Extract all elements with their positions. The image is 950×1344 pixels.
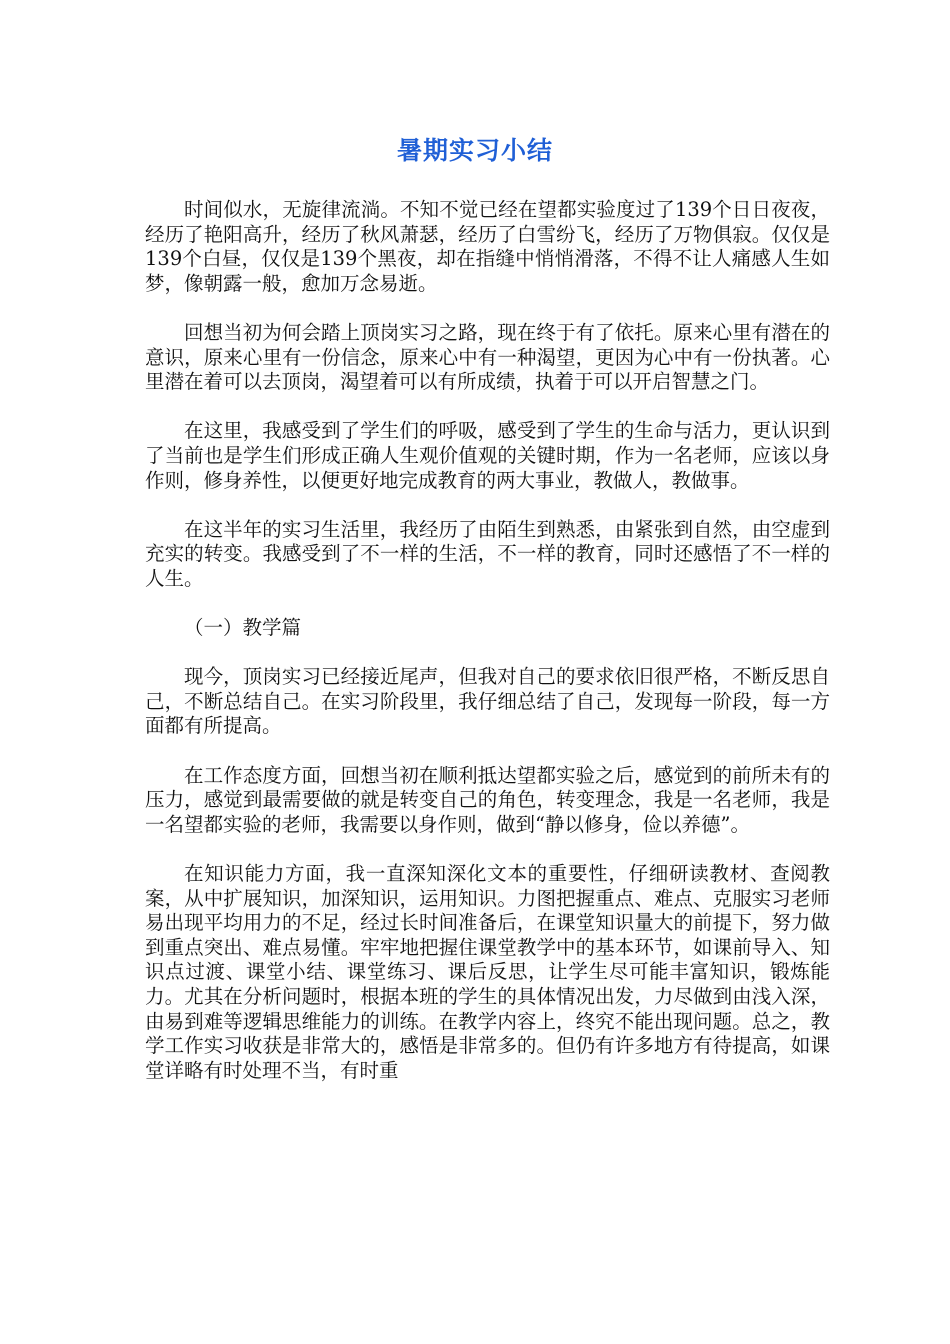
section-heading-teaching: （一）教学篇 [184, 616, 302, 640]
paragraph-reflection: 现今，顶岗实习已经接近尾声，但我对自己的要求依旧很严格，不断反思自己，不断总结自己。在实习阶段里，我仔细总结了自己，发现每一阶段，每一方面都有所提高。 [145, 665, 830, 738]
paragraph-transformation: 在这半年的实习生活里，我经历了由陌生到熟悉，由紧张到自然，由空虚到充实的转变。我感受到了不一样的生活，不一样的教育，同时还感悟了不一样的人生。 [145, 517, 830, 590]
paragraph-feelings: 在这里，我感受到了学生们的呼吸，感受到了学生的生命与活力，更认识到了当前也是学生们形成正确人生观价值观的关键时期，作为一名老师，应该以身作则，修身养性，以便更好地完成教育的两大事业，教做人，教做事。 [145, 419, 830, 492]
paragraph-motivation: 回想当初为何会踏上顶岗实习之路，现在终于有了依托。原来心里有潜在的意识，原来心里有一份信念，原来心中有一种渴望，更因为心中有一份执著。心里潜在着可以去顶岗，渴望着可以有所成绩，执着于可以开启智慧之门。 [145, 320, 830, 394]
paragraph-work-attitude: 在工作态度方面，回想当初在顺利抵达望都实验之后，感觉到的前所未有的压力，感觉到最需要做的就是转变自己的角色，转变理念，我是一名老师，我是一名望都实验的老师，我需要以身作则，做到“静以修身，俭以养德”。 [145, 763, 830, 836]
document-body [145, 198, 830, 1108]
paragraph-knowledge-ability: 在知识能力方面，我一直深知深化文本的重要性，仔细研读教材、查阅教案，从中扩展知识，加深知识，运用知识。力图把握重点、难点、克服实习老师易出现平均用力的不足，经过长时间准备后，在课堂知识量大的前提下，努力做到重点突出、难点易懂。牢牢地把握住课堂教学中的基本环节，如课前导入、知识点过渡、课堂小结、课堂练习、课后反思，让学生尽可能丰富知识，锻炼能力。尤其在分析问题时，根据本班的学生的具体情况出发，力尽做到由浅入深，由易到难等逻辑思维能力的训练。在教学内容上，终究不能出现问题。总之，教学工作实习收获是非常大的，感悟是非常多的。但仍有许多地方有待提高，如课堂详略有时处理不当，有时重 [145, 862, 830, 1082]
document-title: 暑期实习小结 [396, 136, 553, 165]
paragraph-intro: 时间似水，无旋律流淌。不知不觉已经在望都实验度过了139个日日夜夜，经历了艳阳高升，经历了秋风萧瑟，经历了白雪纷飞，经历了万物俱寂。仅仅是139个白昼，仅仅是139个黑夜，却在指缝中悄悄滑落，不得不让人痛感人生如梦，像朝露一般，愈加万念易逝。 [145, 198, 830, 295]
